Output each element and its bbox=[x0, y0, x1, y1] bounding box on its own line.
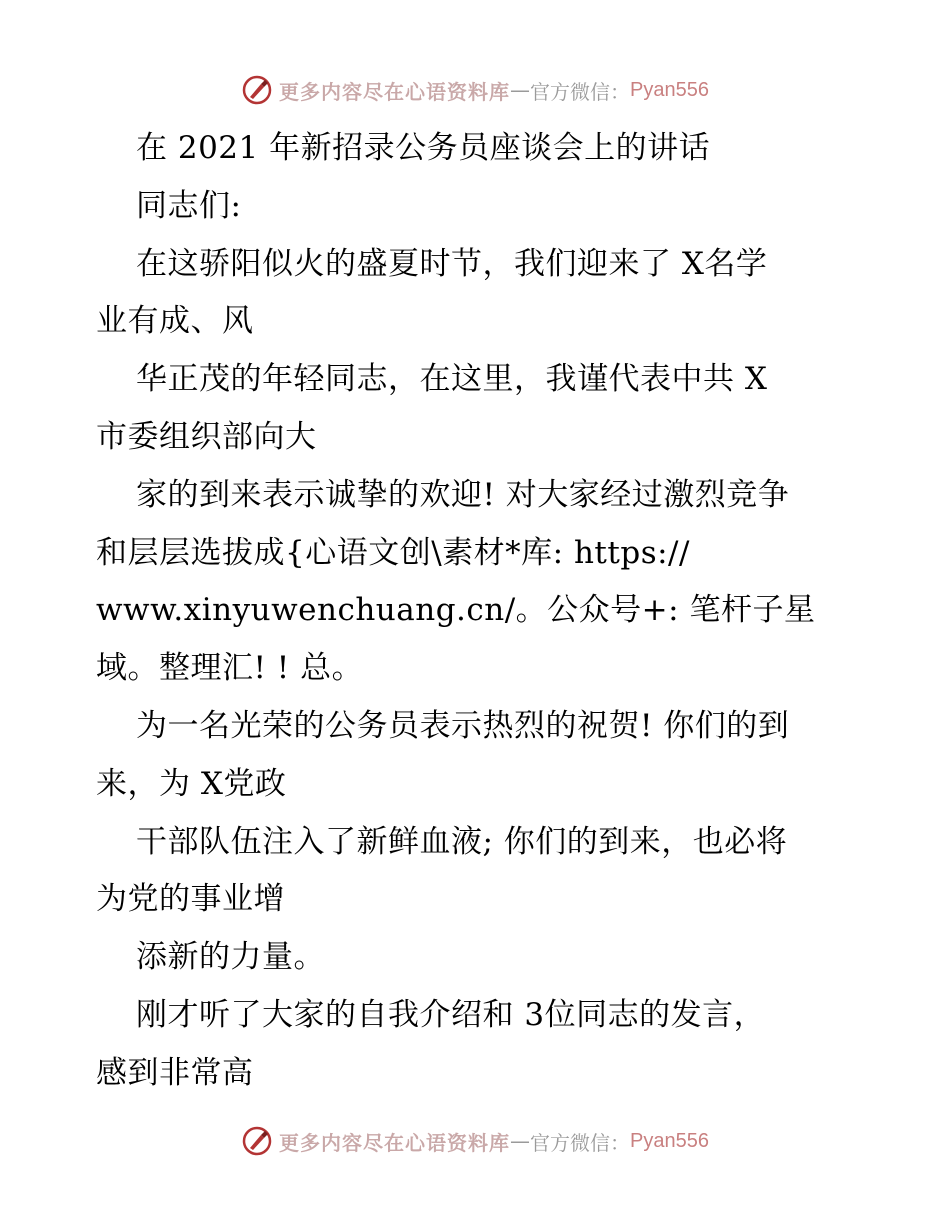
document-title: 在 2021 年新招录公务员座谈会上的讲话 bbox=[136, 130, 711, 166]
footer-watermark-banner bbox=[0, 1121, 950, 1161]
text-line: 在这骄阳似火的盛夏时节，我们迎来了 X名学 bbox=[136, 245, 768, 282]
text-line: www.xinyuwenchuang.cn/。公众号+: 笔杆子星 bbox=[96, 592, 816, 629]
text-line: 家的到来表示诚挚的欢迎! 对大家经过激烈竞争 bbox=[136, 476, 790, 513]
text-line: 感到非常高 bbox=[96, 1054, 254, 1091]
banner-wechat-label: 官方微信： bbox=[530, 1130, 631, 1155]
text-line: 业有成、风 bbox=[96, 303, 254, 340]
banner-main-text: 更多内容尽在心语资料库 bbox=[279, 79, 511, 104]
text-line: 域。整理汇! ! 总。 bbox=[96, 650, 364, 687]
text-line: 为一名光荣的公务员表示热烈的祝贺! 你们的到 bbox=[136, 707, 790, 744]
text-line: 刚才听了大家的自我介绍和 3位同志的发言， bbox=[136, 996, 766, 1033]
text-line: 同志们: bbox=[136, 187, 242, 224]
banner-wechat-id: Pyan556 bbox=[630, 78, 709, 101]
text-line: 添新的力量。 bbox=[136, 939, 325, 976]
text-line: 华正茂的年轻同志，在这里，我谨代表中共 X bbox=[136, 361, 768, 398]
banner-wechat-id: Pyan556 bbox=[630, 1129, 709, 1152]
banner-separator: — bbox=[510, 1129, 531, 1153]
banner-separator: — bbox=[510, 78, 531, 102]
text-line: 为党的事业增 bbox=[96, 881, 285, 918]
pen-circle-logo-icon bbox=[241, 74, 273, 106]
banner-main-text: 更多内容尽在心语资料库 bbox=[279, 1130, 511, 1155]
text-line: 来，为 X党政 bbox=[96, 765, 287, 802]
document-body bbox=[96, 120, 856, 1103]
text-line: 和层层选拔成{心语文创\素材*库: https:// bbox=[96, 534, 690, 571]
text-line: 干部队伍注入了新鲜血液; 你们的到来，也必将 bbox=[136, 823, 788, 860]
header-watermark-banner bbox=[0, 70, 950, 110]
text-line: 市委组织部向大 bbox=[96, 418, 317, 455]
banner-wechat-label: 官方微信： bbox=[530, 79, 631, 104]
pen-circle-logo-icon bbox=[241, 1125, 273, 1157]
